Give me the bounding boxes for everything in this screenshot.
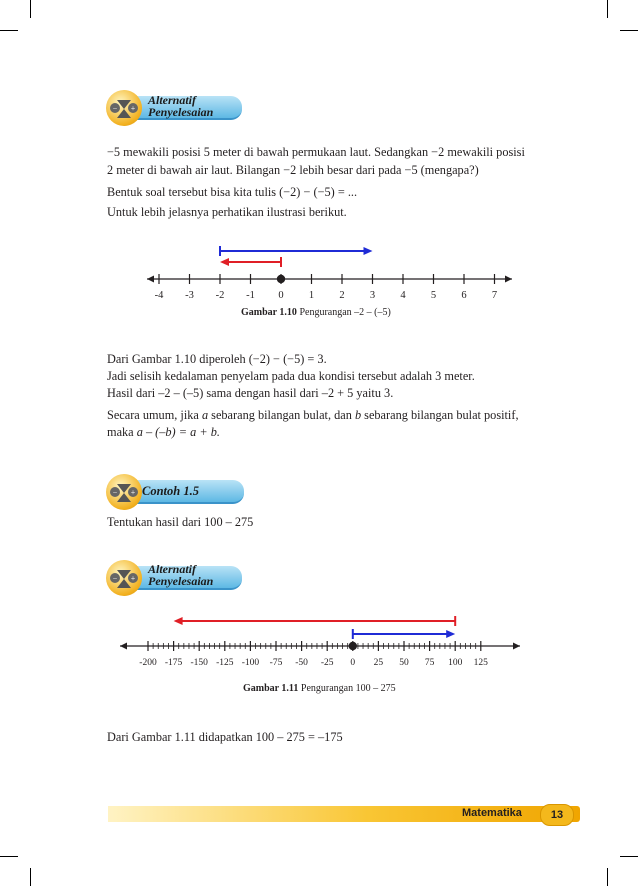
tick-label: 3 — [369, 290, 376, 301]
tick-label: 0 — [278, 290, 284, 301]
question-text: Tentukan hasil dari 100 – 275 — [107, 515, 254, 529]
alternatif-penyelesaian-badge — [106, 90, 242, 120]
paragraph-line: Hasil dari –2 – (–5) sama dengan hasil dari –2 + 5 yaitu 3. — [107, 386, 394, 400]
tick-label: -2 — [215, 290, 225, 301]
number-line-figure-2 — [0, 605, 638, 680]
contoh-badge — [106, 474, 244, 504]
paragraph-line — [107, 424, 220, 441]
caption-label: Gambar 1.10 — [241, 307, 297, 318]
paragraph-line: Jadi selisih kedalaman penyelam pada dua kondisi tersebut adalah 3 meter. — [107, 369, 475, 383]
alternatif-penyelesaian-badge — [106, 560, 242, 590]
svg-text:+: + — [130, 488, 136, 497]
tick-label: 5 — [430, 290, 437, 301]
paragraph-line: Untuk lebih jelasnya perhatikan ilustrasi berikut. — [107, 205, 347, 219]
operations-icon — [106, 90, 142, 126]
tick-label: -175 — [164, 658, 183, 668]
tick-label: -4 — [154, 290, 164, 301]
badge-line1: Alternatif — [148, 562, 197, 576]
tick-label: 7 — [491, 290, 498, 301]
badge-label — [148, 94, 213, 118]
axis-arrowhead-right — [505, 276, 512, 283]
formula: a – (–b) = a + b. — [136, 425, 220, 439]
tick-label: -3 — [185, 290, 194, 301]
paragraph-line: Dari Gambar 1.11 didapatkan 100 – 275 = –175 — [107, 730, 343, 744]
tick-label: -100 — [241, 658, 260, 668]
tick-label: -150 — [190, 658, 208, 668]
text-part: sebarang bilangan bulat, dan — [208, 408, 355, 422]
tick-label: 50 — [399, 658, 409, 668]
blue-arrow-head — [364, 247, 373, 255]
crop-mark — [620, 856, 638, 857]
tick-label: 6 — [461, 290, 467, 301]
crop-mark — [0, 30, 18, 31]
tick-label: 2 — [339, 290, 345, 301]
tick-label: 0 — [350, 658, 356, 668]
contoh-label: Contoh 1.5 — [142, 484, 199, 498]
number-line-figure-1 — [0, 235, 638, 315]
blue-arrow-head — [446, 630, 455, 638]
svg-text:−: − — [112, 574, 118, 583]
tick-label: -25 — [320, 658, 334, 668]
crop-mark — [607, 0, 608, 18]
paragraph-line — [107, 407, 519, 424]
tick-label: 4 — [400, 290, 406, 301]
operations-icon — [106, 560, 142, 596]
paragraph-line: −5 mewakili posisi 5 meter di bawah permukaan laut. Sedangkan −2 mewakili posisi — [107, 145, 525, 159]
svg-text:−: − — [112, 104, 118, 113]
variable-a: a — [201, 408, 209, 422]
svg-text:+: + — [130, 104, 136, 113]
variable-b: b — [354, 408, 362, 422]
text-part: sebarang bilangan bulat positif, — [361, 408, 519, 422]
caption-text: Pengurangan 100 – 275 — [298, 683, 396, 694]
paragraph-line: 2 meter di bawah air laut. Bilangan −2 lebih besar dari pada −5 (mengapa?) — [107, 163, 479, 177]
svg-text:−: − — [112, 488, 118, 497]
badge-label — [148, 563, 213, 587]
tick-label: -75 — [269, 658, 283, 668]
caption-text: Pengurangan –2 – (–5) — [296, 307, 391, 318]
tick-label: 75 — [424, 658, 435, 668]
tick-label: -1 — [246, 290, 255, 301]
tick-label: 1 — [308, 290, 315, 301]
badge-line2: Penyelesaian — [148, 574, 214, 588]
tick-label: -125 — [216, 658, 234, 668]
origin-dot — [277, 275, 285, 283]
figure-caption — [241, 307, 391, 318]
crop-mark — [607, 868, 608, 886]
red-arrow-head — [220, 258, 229, 266]
paragraph-line: Dari Gambar 1.10 diperoleh (−2) − (−5) = 3. — [107, 352, 327, 366]
page-number: 13 — [540, 804, 574, 826]
operations-icon — [106, 474, 142, 510]
crop-mark — [620, 30, 638, 31]
crop-mark — [30, 0, 31, 18]
axis-arrowhead-right — [513, 643, 520, 650]
tick-label: -200 — [139, 658, 157, 668]
crop-mark — [30, 868, 31, 886]
crop-mark — [0, 856, 18, 857]
caption-label: Gambar 1.11 — [243, 683, 299, 694]
footer-subject: Matematika — [462, 807, 522, 819]
axis-arrowhead-left — [147, 276, 154, 283]
text-part: Secara umum, jika — [107, 408, 202, 422]
badge-line1: Alternatif — [148, 93, 197, 107]
svg-text:+: + — [130, 574, 136, 583]
figure-caption — [243, 683, 396, 694]
tick-label: -50 — [295, 658, 308, 668]
origin-dot — [349, 642, 357, 650]
badge-line2: Penyelesaian — [148, 105, 214, 119]
red-arrow-head — [174, 617, 183, 625]
axis-arrowhead-left — [120, 643, 127, 650]
paragraph-line: Bentuk soal tersebut bisa kita tulis (−2) − (−5) = ... — [107, 185, 358, 199]
text-part: maka — [107, 425, 137, 439]
tick-label: 125 — [473, 658, 488, 668]
tick-label: 25 — [373, 658, 384, 668]
tick-label: 100 — [448, 658, 463, 668]
